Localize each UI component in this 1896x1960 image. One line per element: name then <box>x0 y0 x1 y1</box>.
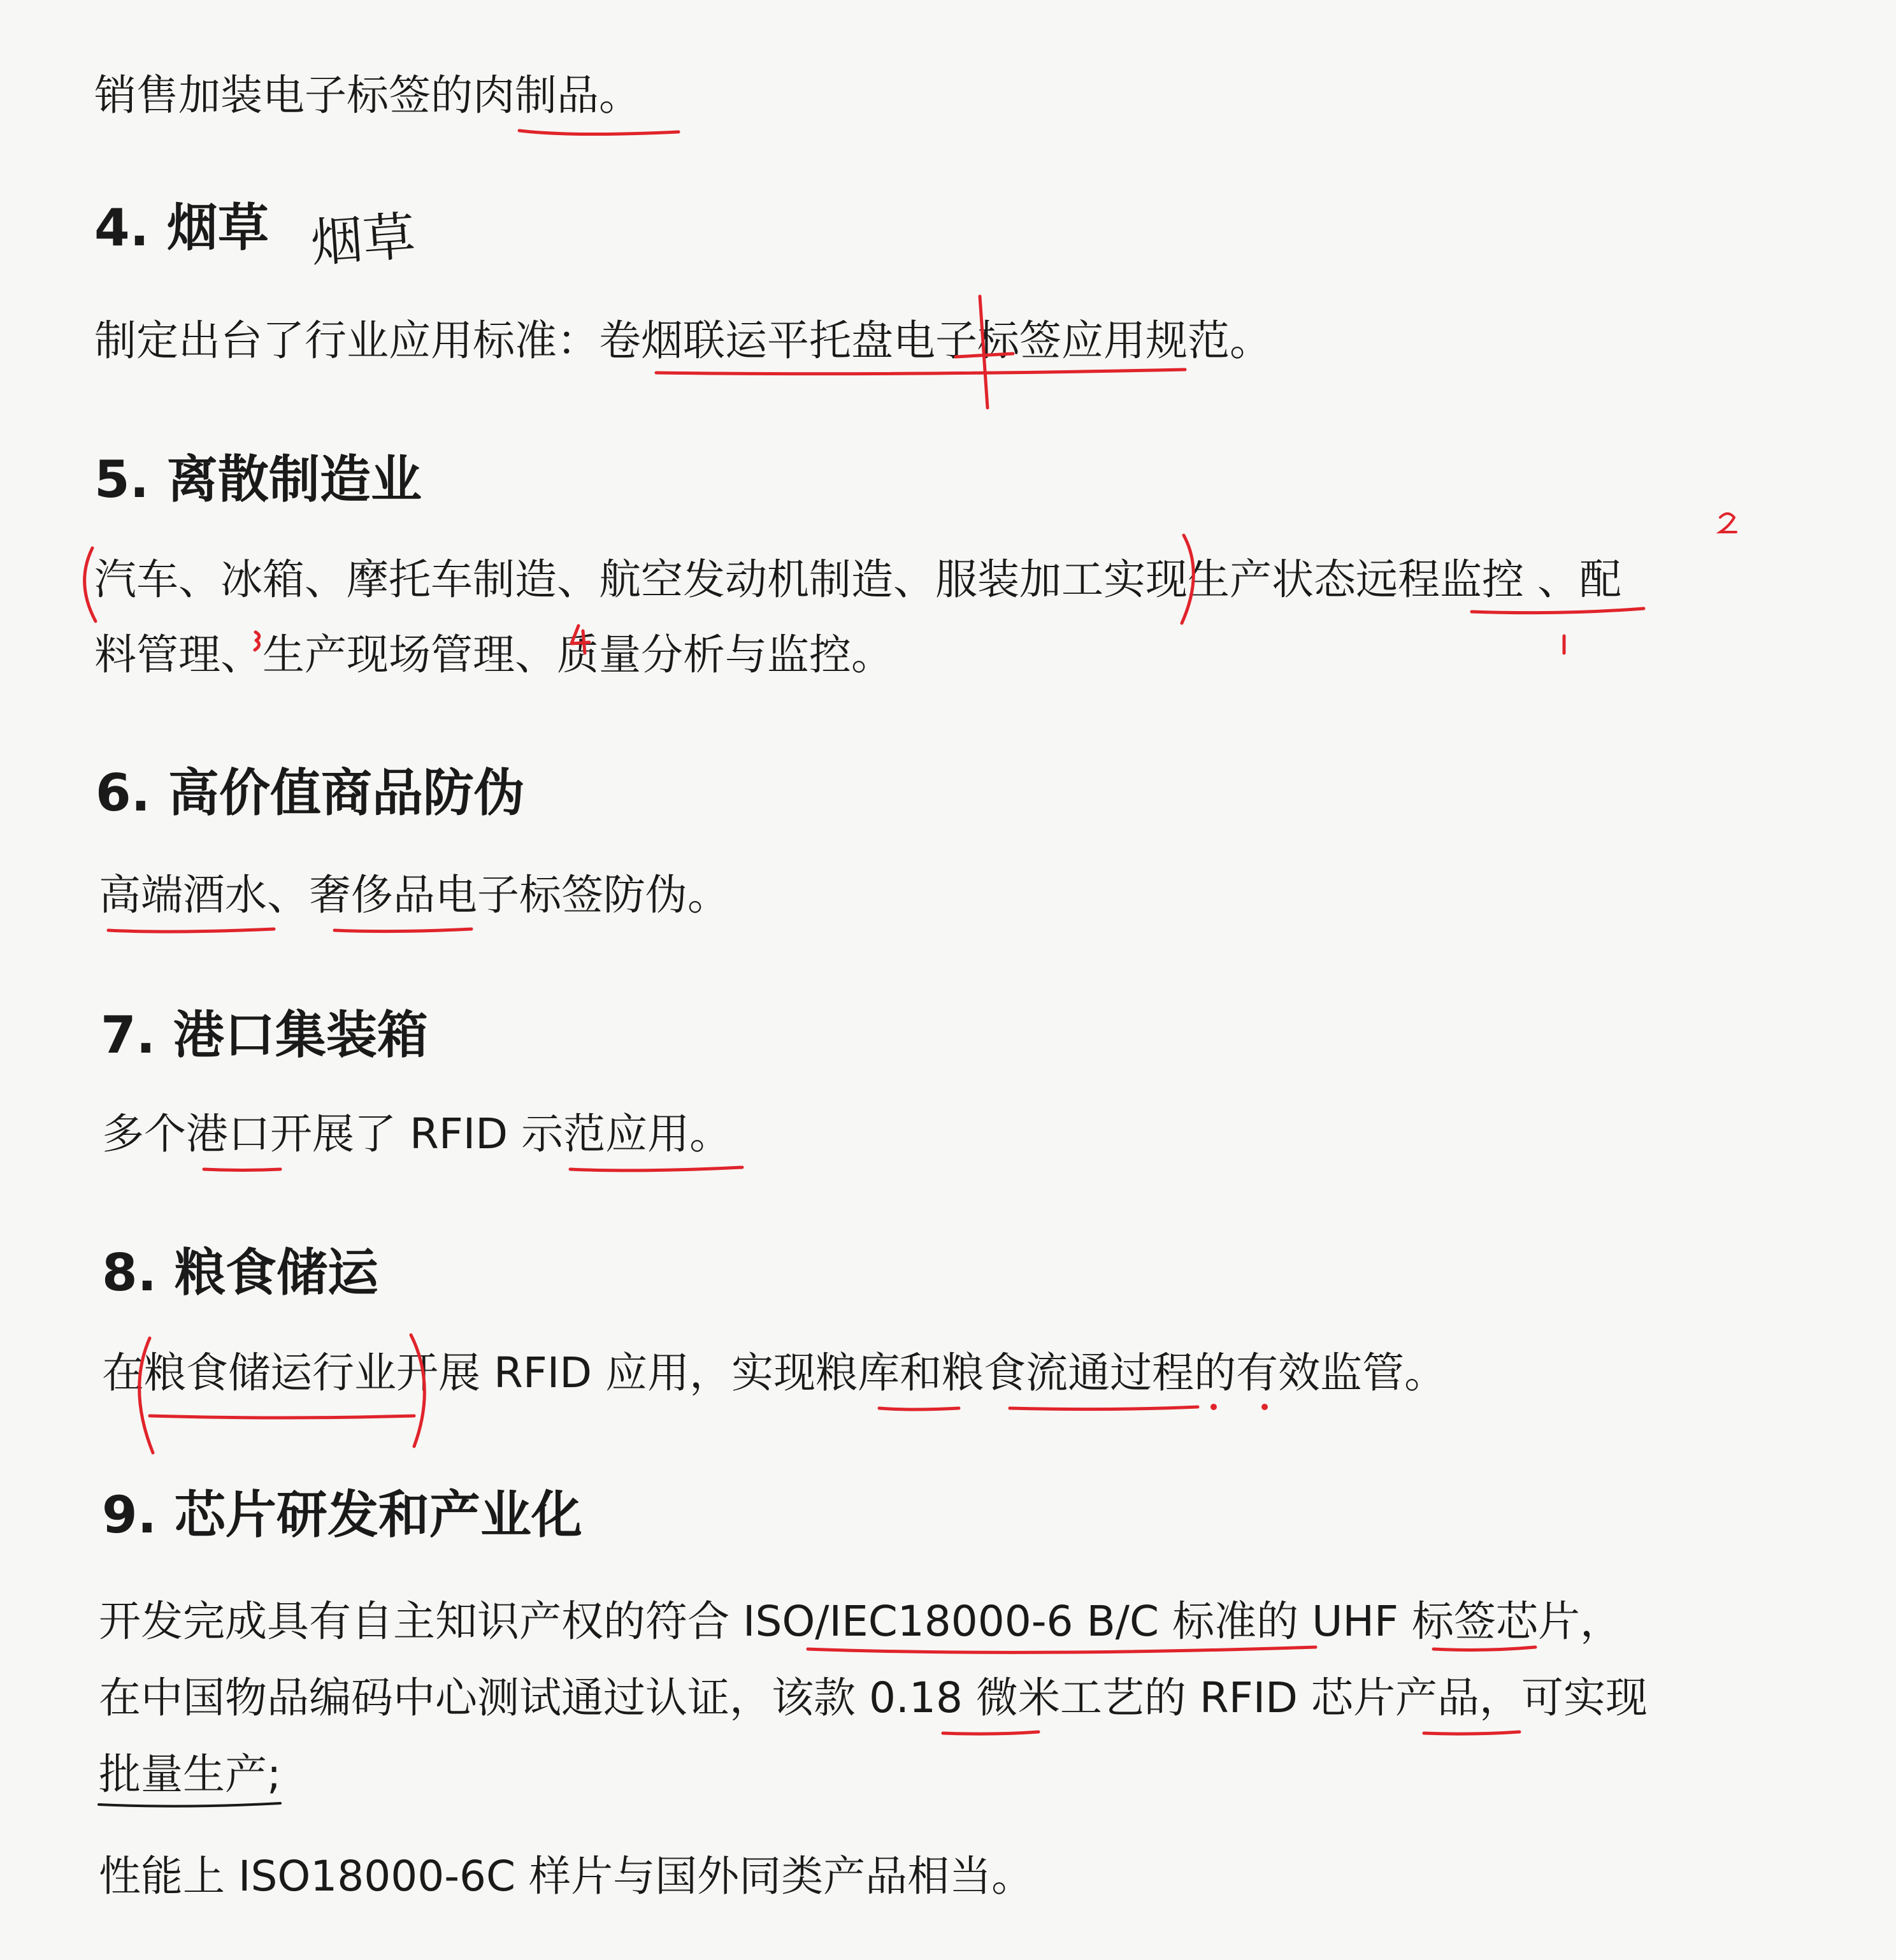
heading-chip-rd: 9. 芯片研发和产业化 <box>102 1485 582 1545</box>
heading-discrete-manufacturing: 5. 离散制造业 <box>94 450 422 509</box>
text-chip-line-2: 在中国物品编码中心测试通过认证，该款 0.18 微米工艺的 RFID 芯片产品，可实现 <box>99 1673 1648 1722</box>
underline-tobacco-standard <box>656 370 1185 374</box>
underline-remote-monitoring <box>1472 609 1644 613</box>
underline-meat <box>519 131 679 134</box>
text-manufacturing-line-1: 汽车、冰箱、摩托车制造、航空发动机制造、服装加工实现生产状态远程监控 、配 <box>94 555 1621 604</box>
text-chip-line-4: 性能上 ISO18000-6C 样片与国外同类产品相当。 <box>99 1852 1034 1901</box>
underline-luxury-goods <box>334 929 471 932</box>
text-meat-products: 销售加装电子标签的肉制品。 <box>94 71 641 120</box>
text-manufacturing-line-2: 料管理、生产现场管理、质量分析与监控。 <box>94 630 893 679</box>
underline-mass-production <box>99 1803 280 1806</box>
heading-grain-storage: 8. 粮食储运 <box>102 1243 378 1302</box>
numeral-2-stroke <box>1720 514 1736 532</box>
underline-grain-storage <box>150 1416 414 1418</box>
red-dots <box>1210 1404 1268 1410</box>
heading-anti-counterfeit: 6. 高价值商品防伪 <box>96 763 525 823</box>
text-grain-rfid: 在粮食储运行业开展 RFID 应用，实现粮库和粮食流通过程的有效监管。 <box>102 1348 1447 1397</box>
underline-premium-liquor <box>108 929 274 932</box>
underline-granary <box>879 1408 959 1409</box>
heading-port-containers: 7. 港口集装箱 <box>101 1005 428 1065</box>
heading-tobacco: 4. 烟草 <box>94 198 269 257</box>
underline-018 <box>943 1732 1038 1734</box>
underline-port <box>204 1169 280 1171</box>
underline-demo-application <box>570 1167 742 1171</box>
text-chip-line-1: 开发完成具有自主知识产权的符合 ISO/IEC18000-6 B/C 标准的 UHF 标签芯片， <box>99 1597 1622 1646</box>
underline-uhf <box>1433 1647 1535 1650</box>
underline-chip-product <box>1424 1732 1519 1734</box>
text-port-rfid: 多个港口开展了 RFID 示范应用。 <box>102 1109 732 1158</box>
text-luxury-anti-counterfeit: 高端酒水、奢侈品电子标签防伪。 <box>99 870 729 919</box>
text-tobacco-standard: 制定出台了行业应用标准：卷烟联运平托盘电子标签应用规范。 <box>94 316 1272 365</box>
underline-iso-standard <box>808 1647 1316 1652</box>
handwritten-tobacco: 烟草 <box>308 206 418 274</box>
text-chip-line-3: 批量生产; <box>99 1750 282 1799</box>
underline-grain-circulation <box>1010 1407 1198 1409</box>
